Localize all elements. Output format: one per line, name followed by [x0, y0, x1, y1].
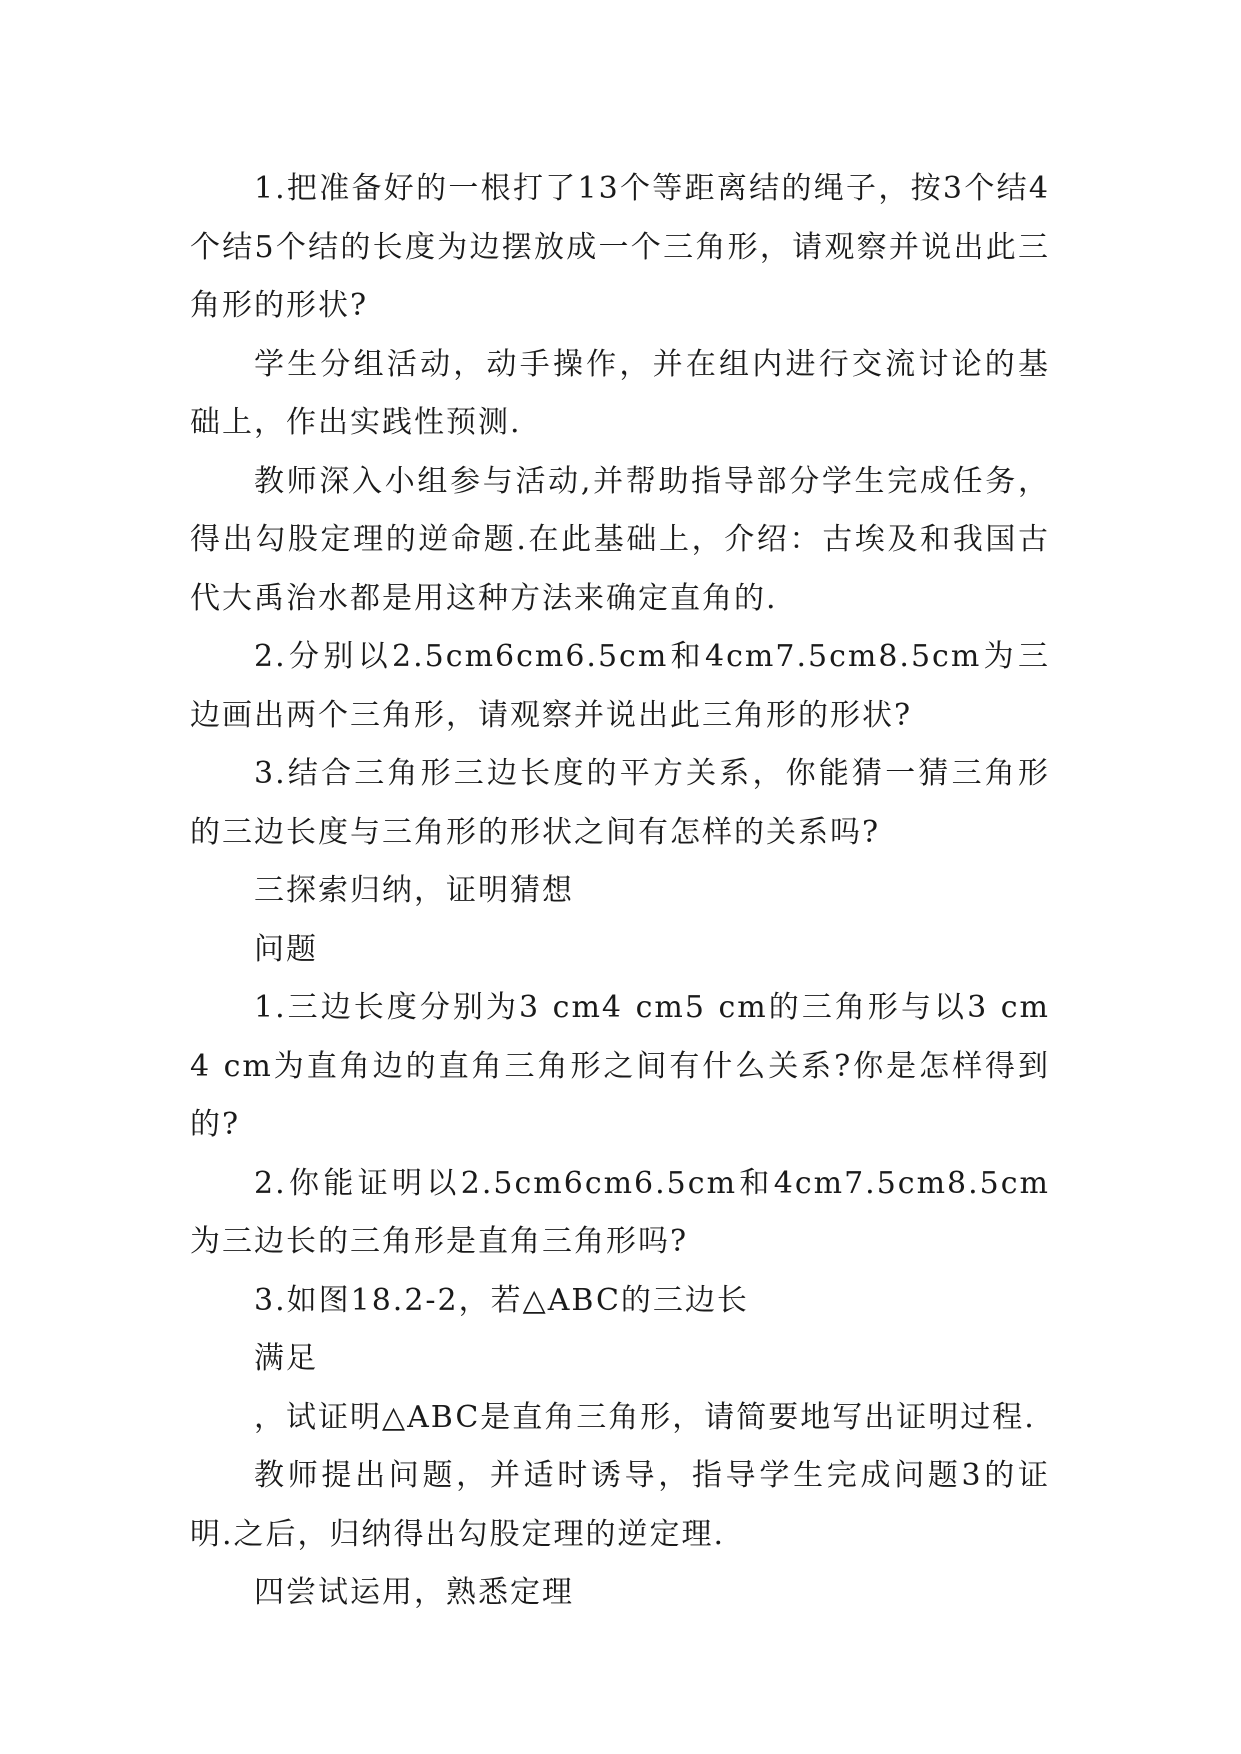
- paragraph-teacher-guidance: 教师深入小组参与活动,并帮助指导部分学生完成任务，得出勾股定理的逆命题.在此基础上，介绍：古埃及和我国古代大禹治水都是用这种方法来确定直角的.: [190, 463, 1050, 616]
- document-body: [190, 160, 1050, 1623]
- paragraph-satisfies: 满足: [254, 1341, 318, 1376]
- paragraph-draw-triangles: 2.分别以2.5cm6cm6.5cm和4cm7.5cm8.5cm为三边画出两个三角形，请观察并说出此三角形的形状?: [190, 639, 1050, 733]
- paragraph-question-3: 3.如图18.2-2，若△ABC的三边长: [254, 1282, 749, 1318]
- paragraph-questions-label: 问题: [254, 931, 318, 967]
- paragraph-teacher-question: 教师提出问题，并适时诱导，指导学生完成问题3的证明.之后，归纳得出勾股定理的逆定理.: [190, 1458, 1050, 1552]
- section-heading-explore: 三探索归纳，证明猜想: [254, 873, 574, 908]
- paragraph-guess-relation: 3.结合三角形三边长度的平方关系，你能猜一猜三角形的三边长度与三角形的形状之间有怎样的关系吗?: [190, 756, 1050, 850]
- section-heading-apply: 四尝试运用，熟悉定理: [254, 1575, 574, 1610]
- paragraph-question-1: 1.三边长度分别为3 cm4 cm5 cm的三角形与以3 cm4 cm为直角边的直角三角形之间有什么关系?你是怎样得到的?: [190, 990, 1050, 1142]
- paragraph-prove: ，试证明△ABC是直角三角形，请简要地写出证明过程.: [254, 1399, 1036, 1435]
- paragraph-rope-experiment: 1.把准备好的一根打了13个等距离结的绳子，按3个结4个结5个结的长度为边摆放成一个三角形，请观察并说出此三角形的形状?: [190, 171, 1050, 323]
- paragraph-group-activity: 学生分组活动，动手操作，并在组内进行交流讨论的基础上，作出实践性预测.: [190, 346, 1050, 440]
- paragraph-question-2: 2.你能证明以2.5cm6cm6.5cm和4cm7.5cm8.5cm为三边长的三角形是直角三角形吗?: [190, 1165, 1050, 1259]
